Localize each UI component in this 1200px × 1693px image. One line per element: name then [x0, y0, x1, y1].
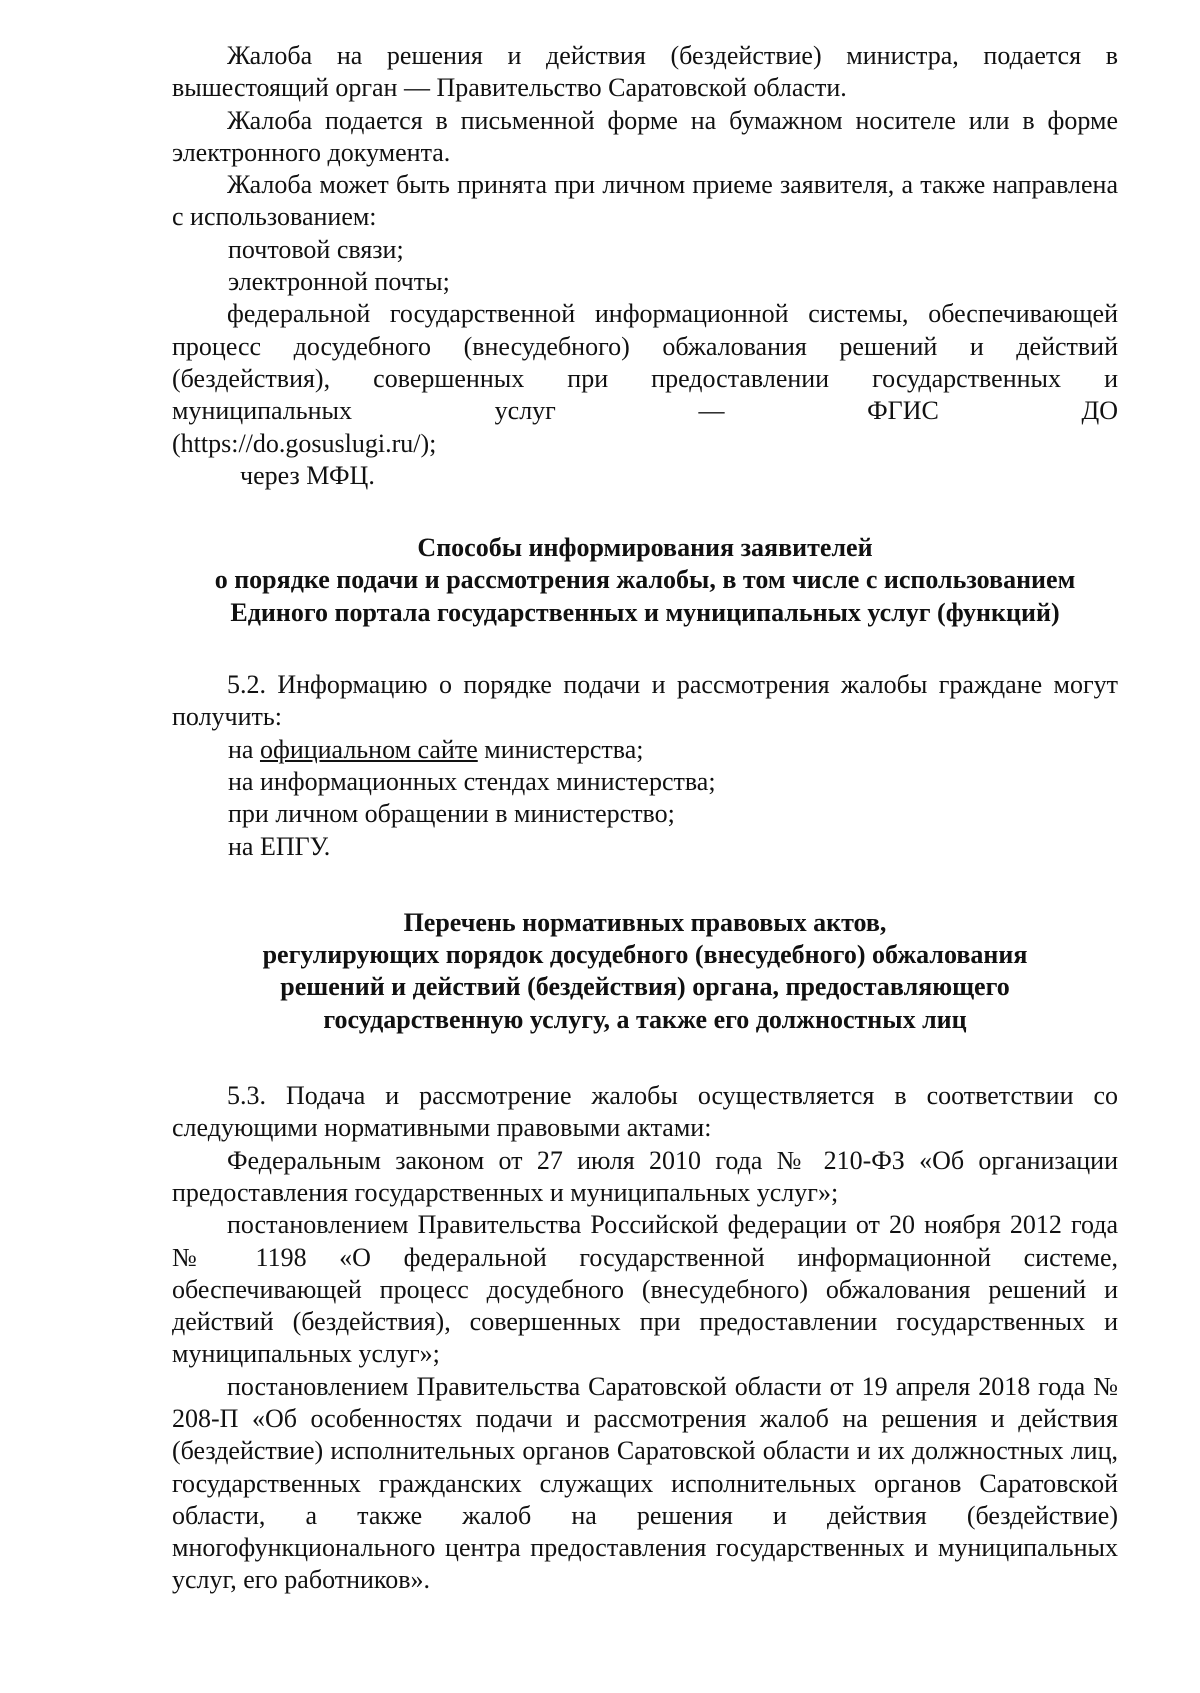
- paragraph-complaint-form: Жалоба подается в письменной форме на бумажном носителе или в форме электронного документа.: [172, 105, 1118, 167]
- heading-line: Способы информирования заявителей: [417, 533, 873, 563]
- list-item-epgu: на ЕПГУ.: [228, 831, 331, 861]
- list-item-prefix: на: [228, 734, 260, 764]
- list-item-email: электронной почты;: [228, 267, 450, 297]
- paragraph-complaint-minister: Жалоба на решения и действия (бездействие) министра, подается в вышестоящий орган — Правительство Саратовской области.: [172, 41, 1118, 103]
- list-item-mfc: через МФЦ.: [240, 460, 375, 490]
- legal-act-rf-resolution: постановлением Правительства Российской федерации от 20 ноября 2012 года № 1198 «О федеральной государственной информационной системе, обеспечивающей процесс досудебного (внесудебного) обжалования решений и действий (бездействия), совершенных при предоставлении государственных и муниципальных услуг»;: [172, 1210, 1118, 1369]
- list-item-post: почтовой связи;: [228, 234, 404, 264]
- heading-line: о порядке подачи и рассмотрения жалобы, в том числе с использованием: [214, 565, 1076, 595]
- section-heading-legal-acts: [172, 907, 1118, 1036]
- list-item-info-stands: на информационных стендах министерства;: [228, 766, 716, 796]
- list-item-fgis: федеральной государственной информационной системы, обеспечивающей процесс досудебного (внесудебного) обжалования решений и действий (бездействия), совершенных при предоставлении государственных и муниципальных услуг — ФГИС ДО: [172, 299, 1118, 426]
- paragraph-5-3: 5.3. Подача и рассмотрение жалобы осуществляется в соответствии со следующими нормативными правовыми актами:: [172, 1081, 1118, 1143]
- legal-act-federal-law: Федеральным законом от 27 июля 2010 года № 210-ФЗ «Об организации предоставления государственных и муниципальных услуг»;: [172, 1145, 1118, 1207]
- heading-line: регулирующих порядок досудебного (внесудебного) обжалования: [262, 940, 1028, 970]
- list-item-fgis-url: (https://do.gosuslugi.ru/);: [172, 428, 437, 458]
- heading-line: государственную услугу, а также его должностных лиц: [323, 1004, 967, 1034]
- heading-line: Единого портала государственных и муниципальных услуг (функций): [230, 597, 1060, 627]
- paragraph-5-2: 5.2. Информацию о порядке подачи и рассмотрения жалобы граждане могут получить:: [172, 670, 1118, 732]
- document-page: [172, 40, 1118, 1597]
- list-item-suffix: министерства;: [477, 734, 644, 764]
- legal-act-saratov-resolution: постановлением Правительства Саратовской области от 19 апреля 2018 года № 208-П «Об особенностях подачи и рассмотрения жалоб на решения и действия (бездействие) исполнительных органов Саратовской области и их должностных лиц, государственных гражданских служащих исполнительных органов Саратовской области, а также жалоб на решения и действия (бездействие) многофункционального центра предоставления государственных и муниципальных услуг, его работников».: [172, 1371, 1118, 1595]
- paragraph-complaint-channels: Жалоба может быть принята при личном приеме заявителя, а также направлена с использованием:: [172, 170, 1118, 232]
- heading-line: Перечень нормативных правовых актов,: [403, 907, 887, 937]
- list-item-personal-visit: при личном обращении в министерство;: [228, 799, 675, 829]
- section-heading-informing: [172, 532, 1118, 629]
- heading-line: решений и действий (бездействия) органа, предоставляющего: [280, 972, 1010, 1002]
- official-site-link[interactable]: официальном сайте: [259, 734, 478, 764]
- list-item-official-site: [228, 734, 1118, 766]
